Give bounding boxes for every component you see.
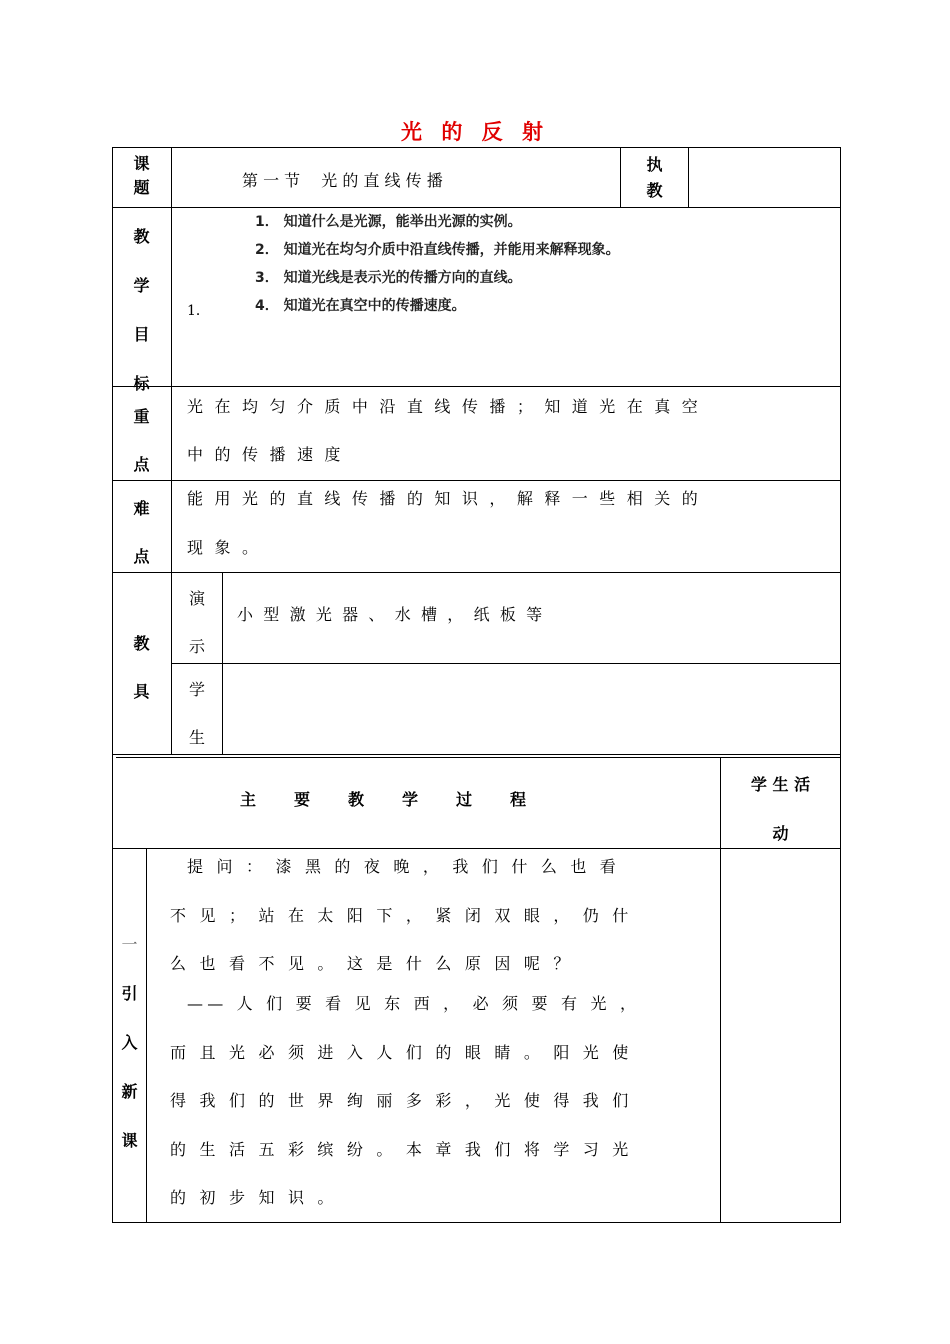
tools-label: 教 具 bbox=[133, 634, 150, 701]
process-line: 的 初 步 知 识 。 bbox=[170, 1188, 338, 1207]
process-line: 么 也 看 不 见 。 这 是 什 么 原 因 呢 ？ bbox=[170, 954, 574, 973]
teacher-label: 执 教 bbox=[646, 155, 663, 200]
section-label-intro: 一 引 入 新 课 bbox=[121, 935, 138, 1150]
difficult-points-line: 能 用 光 的 直 线 传 播 的 知 识 ， 解 释 一 些 相 关 的 bbox=[187, 489, 701, 508]
student-tools-label: 学 生 bbox=[188, 680, 205, 747]
difficult-points-line: 现 象 。 bbox=[187, 538, 262, 557]
goal-item: 2． 知道光在均匀介质中沿直线传播，并能用来解释现象。 bbox=[255, 242, 620, 258]
process-line: 提 问 ： 漆 黑 的 夜 晚 ， 我 们 什 么 也 看 bbox=[187, 857, 621, 876]
process-line: 不 见 ； 站 在 太 阳 下 ， 紧 闭 双 眼 ， 仍 什 bbox=[170, 906, 633, 925]
student-activity-header: 学 生 活 动 bbox=[750, 775, 811, 843]
process-line: —— 人 们 要 看 见 东 西 ， 必 须 要 有 光 ， bbox=[187, 994, 641, 1013]
demo-label: 演 示 bbox=[188, 589, 205, 656]
process-line: 得 我 们 的 世 界 绚 丽 多 彩 ， 光 使 得 我 们 bbox=[170, 1091, 633, 1110]
process-line: 的 生 活 五 彩 缤 纷 。 本 章 我 们 将 学 习 光 bbox=[170, 1140, 633, 1159]
key-points-label: 重 点 bbox=[133, 407, 150, 474]
demo-value: 小 型 激 光 器 、 水 槽 ， 纸 板 等 bbox=[237, 605, 545, 624]
subject-label: 课 题 bbox=[133, 154, 150, 197]
goal-item: 4． 知道光在真空中的传播速度。 bbox=[255, 298, 466, 314]
goals-prefix: 1． bbox=[187, 303, 210, 319]
document-title: 光 的 反 射 bbox=[401, 120, 549, 144]
subject-value: 第 一 节 光 的 直 线 传 播 bbox=[242, 171, 443, 190]
process-line: 而 且 光 必 须 进 入 人 们 的 眼 睛 。 阳 光 使 bbox=[170, 1043, 633, 1062]
goals-label: 教 学 目 标 bbox=[133, 227, 150, 393]
goal-item: 1． 知道什么是光源，能举出光源的实例。 bbox=[255, 214, 522, 230]
main-process-header: 主 要 教 学 过 程 bbox=[240, 790, 529, 809]
goal-item: 3． 知道光线是表示光的传播方向的直线。 bbox=[255, 270, 522, 286]
key-points-line: 中 的 传 播 速 度 bbox=[187, 445, 344, 464]
key-points-line: 光 在 均 匀 介 质 中 沿 直 线 传 播 ； 知 道 光 在 真 空 bbox=[187, 397, 701, 416]
difficult-points-label: 难 点 bbox=[133, 499, 150, 566]
